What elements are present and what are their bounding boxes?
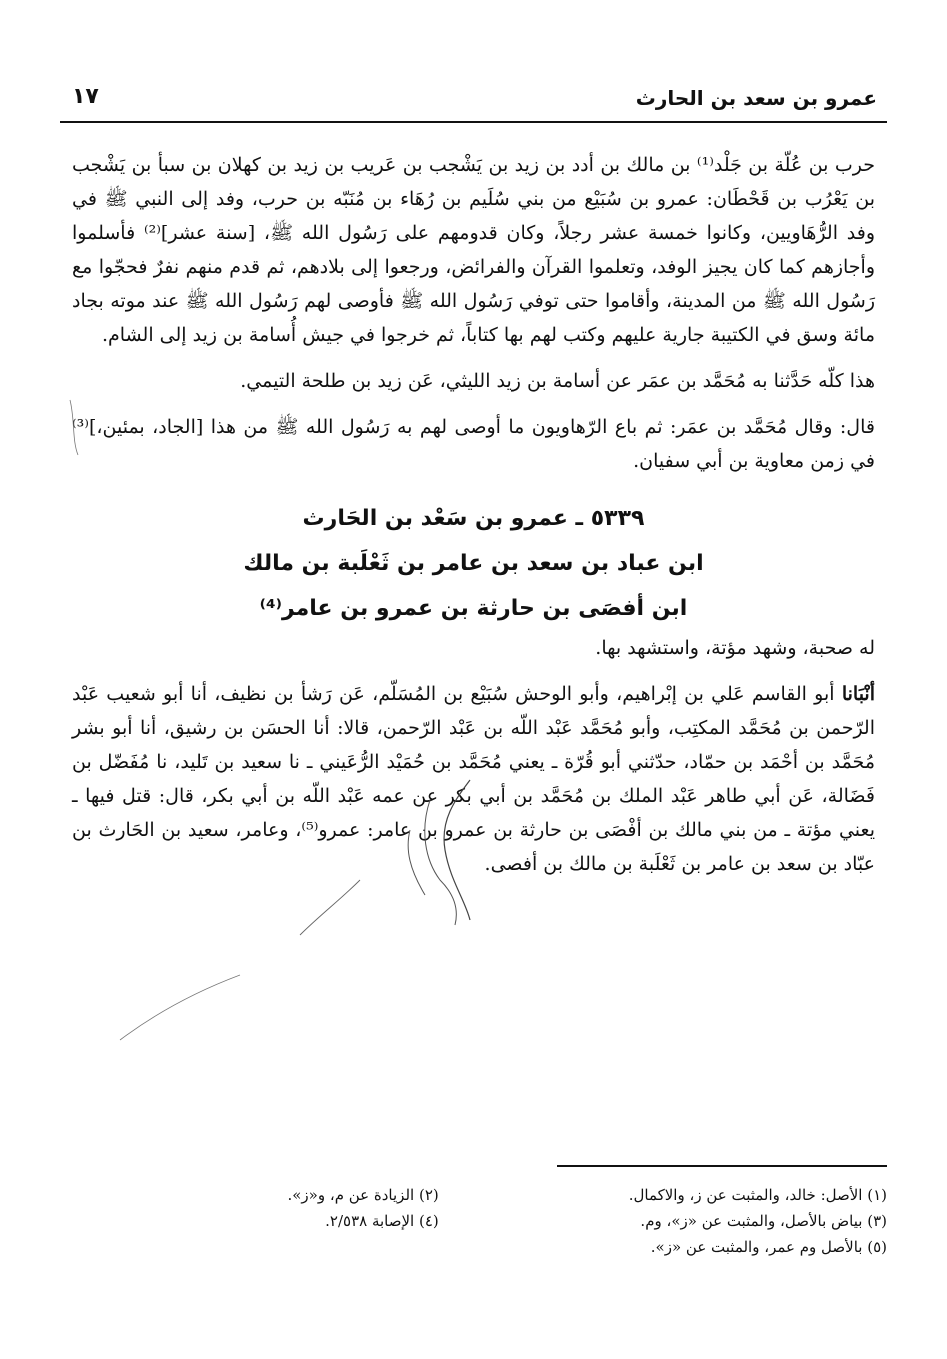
- footnote-rule: [557, 1165, 887, 1167]
- main-text: [72, 148, 875, 881]
- entry-heading-lineage-2: ابن أفصَى بن حارثة بن عمرو بن عامر⁽⁴⁾: [259, 596, 688, 621]
- paragraph-waqidi: قال: وقال مُحَمَّد بن عمَر: ثم باع الرّهاويون ما أوصى لهم به رَسُول الله ﷺ من هذا [الجاد، بمئين،]⁽³⁾ في زمن معاوية بن أبي سفيان.: [72, 416, 875, 472]
- entry-heading-name: ٥٣٣٩ ـ عمرو بن سَعْد بن الحَارث: [302, 506, 645, 531]
- footnote-4: (٤) الإصابة ٢/٥٣٨.: [325, 1212, 439, 1230]
- pen-scribble: [120, 975, 240, 1040]
- footnote-1: (١) الأصل: خالد، والمثبت عن ز، والاكمال.: [628, 1186, 887, 1204]
- footnote-5: (٥) بالأصل وم عمر، والمثبت عن «ز».: [650, 1238, 887, 1256]
- entry-heading-lineage-1: ابن عباد بن سعد بن عامر بن ثَعْلَبة بن مالك: [243, 551, 704, 576]
- paragraph-lineage: حرب بن عُلّة بن جَلْد⁽¹⁾ بن مالك بن أدد بن زيد بن يَشْجب بن عَريب بن زيد بن كهلان بن سبأ بن يَشْجب بن يَعْرُب بن قَحْطَان: عمرو بن سُبَيْع من بني سُلَيم بن رُهَاء بن مُنَبّه بن حرب، وفد إلى النبي ﷺ في وفد الرُّهَاويين، وكانوا خمسة عشر رجلاً، وكان قدومهم على رَسُول الله ﷺ، [سنة عشر]⁽²⁾ فأسلموا وأجازهم كما كان يجيز الوفد، وتعلموا القرآن والفرائض، ورجعوا إلى بلادهم، ثم قدم منهم نفرٌ فحجّوا مع رَسُول الله ﷺ من المدينة، وأقاموا حتى توفي رَسُول الله ﷺ فأوصى لهم رَسُول الله ﷺ عند موته بجاد مائة وسق في الكتيبة جارية عليهم وكتب لهم بها كتاباً، ثم خرجوا في جيش أُسامة بن زيد إلى الشام.: [72, 154, 875, 346]
- pen-scribble: [300, 880, 360, 935]
- footnote-3: (٣) بياض بالأصل، والمثبت عن «ز»، وم.: [640, 1212, 887, 1230]
- footnotes: [72, 1182, 887, 1260]
- footnote-row: [72, 1234, 887, 1260]
- running-title: عمرو بن سعد بن الحارث: [635, 86, 877, 110]
- footnote-empty: [72, 1234, 439, 1260]
- page-number: ١٧: [72, 84, 99, 109]
- footnote-row: [72, 1208, 887, 1234]
- footnote-2: (٢) الزيادة عن م، و«ز».: [287, 1186, 439, 1204]
- narration-lead-word: أنْبَانا: [841, 683, 875, 705]
- header-rule: [60, 121, 887, 123]
- narration-text: أبو القاسم عَلي بن إبْراهيم، وأبو الوحش سُبَيْع بن المُسَلّم، عَن رَشأ بن نظيف، أنا أبو شعيب عَبْد الرّحمن بن مُحَمَّد المكتِب، وأبو مُحَمَّد عَبْد اللّه بن عَبْد الرّحمن، قالا: أنا الحسَن بن رشيق، أنا أبو بشر مُحَمَّد بن أحْمَد بن حمّاد، حدّثني أبو قُرّة ـ يعني مُحَمَّد بن حُمَيْد الرُّعَيني ـ نا سعيد بن تَليد، نا مُفَضّل بن فَضَالة، عَن أبي طاهر عَبْد الملك بن مُحَمَّد بن أبي بكر عن عمه عَبْد اللّه بن أبي بكر، قال: قتل فيها ـ يعني مؤتة ـ من بني مالك بن أفْصَى بن حارثة بن عمرو بن عامر: عمرو⁽⁵⁾، وعامر، سعيد بن الحَارث بن عبّاد بن سعد بن عامر بن ثَعْلَبة بن مالك بن أفصى.: [72, 683, 875, 875]
- footnote-row: [72, 1182, 887, 1208]
- paragraph-isnad: هذا كلّه حَدَّثنا به مُحَمَّد بن عمَر عن أسامة بن زيد الليثي، عَن زيد بن طلحة التيمي.: [240, 370, 875, 392]
- paragraph-narration: [72, 677, 875, 881]
- running-head: [60, 80, 887, 116]
- paragraph-companion: له صحبة، وشهد مؤتة، واستشهد بها.: [595, 637, 875, 659]
